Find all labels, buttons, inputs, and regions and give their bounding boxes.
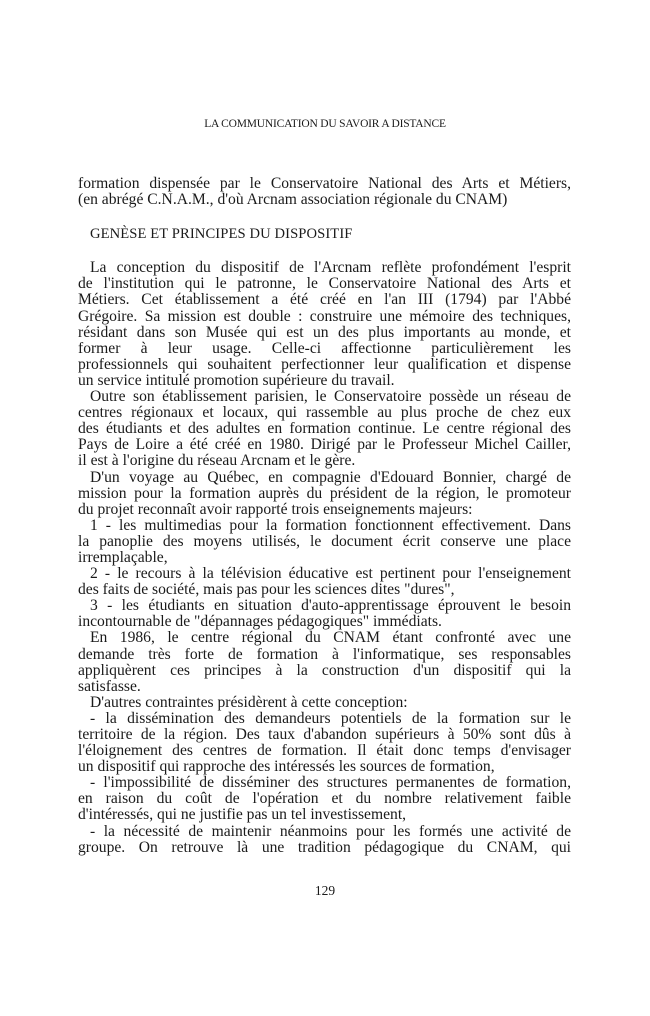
text-line: centres régionaux et locaux, qui rassemble au plus proche de chez eux bbox=[78, 405, 571, 422]
list-item-line: la panoplie des moyens utilisés, le document écrit conserve une place bbox=[78, 533, 571, 550]
list-item-line: des faits de société, mais pas pour les sciences dites "dures", bbox=[78, 582, 455, 599]
list-item-line: irremplaçable, bbox=[78, 549, 168, 566]
text-line: Grégoire. Sa mission est double : construire une mémoire des techniques, bbox=[78, 308, 571, 325]
text-line: former à leur usage. Celle-ci affectionne particulièrement les bbox=[78, 340, 571, 357]
text-line: Métiers. Cet établissement a été créé en l'an III (1794) par l'Abbé bbox=[78, 292, 571, 309]
text-line: La conception du dispositif de l'Arcnam reflète profondément l'esprit bbox=[90, 260, 571, 277]
running-title: LA COMMUNICATION DU SAVOIR A DISTANCE bbox=[204, 118, 446, 130]
text-line: il est à l'origine du réseau Arcnam et le gère. bbox=[78, 453, 356, 470]
list-item-line: - l'impossibilité de disséminer des structures permanentes de formation, bbox=[90, 775, 571, 792]
list-item-line: incontournable de "dépannages pédagogiques" immédiats. bbox=[78, 614, 442, 631]
text-line: du projet reconnaît avoir rapporté trois enseignements majeurs: bbox=[78, 501, 473, 518]
text-line: Outre son établissement parisien, le Conservatoire possède un réseau de bbox=[90, 389, 571, 406]
list-item-line: l'éloignement des centres de formation. Il était donc temps d'envisager bbox=[78, 743, 571, 760]
text-line: appliquèrent ces principes à la construction d'un dispositif qui la bbox=[78, 662, 571, 679]
page-number: 129 bbox=[314, 883, 336, 898]
text-line: demande très forte de formation à l'informatique, ses responsables bbox=[78, 646, 571, 663]
section-heading: GENÈSE ET PRINCIPES DU DISPOSITIF bbox=[90, 226, 353, 243]
list-item-line: territoire de la région. Des taux d'abandon supérieurs à 50% sont dûs à bbox=[78, 727, 571, 743]
text-line: (en abrégé C.N.A.M., d'où Arcnam association régionale du CNAM) bbox=[78, 192, 508, 209]
list-item-line: groupe. On retrouve là une tradition pédagogique du CNAM, qui bbox=[78, 839, 571, 856]
text-line: formation dispensée par le Conservatoire National des Arts et Métiers, bbox=[78, 176, 571, 192]
text-line: Pays de Loire a été créé en 1980. Dirigé par le Professeur Michel Cailler, bbox=[78, 437, 571, 454]
list-item-line: en raison du coût de l'opération et du nombre relativement faible bbox=[78, 791, 571, 808]
text-line: de l'institution qui le patronne, le Conservatoire National des Arts et bbox=[78, 276, 571, 293]
text-line: un service intitulé promotion supérieure du travail. bbox=[78, 372, 395, 389]
text-line: D'autres contraintes présidèrent à cette conception: bbox=[90, 694, 408, 711]
list-item-line: - la nécessité de maintenir néanmoins pour les formés une activité de bbox=[90, 823, 571, 840]
list-item-line: 3 - les étudiants en situation d'auto-apprentissage éprouvent le besoin bbox=[90, 598, 571, 615]
list-item-line: - la dissémination des demandeurs potentiels de la formation sur le bbox=[90, 710, 571, 727]
text-line: des étudiants et des adultes en formation continue. Le centre régional des bbox=[78, 421, 571, 438]
text-line: D'un voyage au Québec, en compagnie d'Edouard Bonnier, chargé de bbox=[90, 469, 571, 486]
text-line: professionnels qui souhaitent perfectionner leur qualification et dispense bbox=[78, 356, 571, 373]
text-line: résidant dans son Musée qui est un des plus importants au monde, et bbox=[78, 324, 571, 341]
text-line: satisfasse. bbox=[78, 678, 141, 695]
text-line: mission pour la formation auprès du président de la région, le promoteur bbox=[78, 485, 571, 502]
page-body bbox=[78, 176, 571, 856]
spacer bbox=[78, 242, 571, 260]
list-item-line: 2 - le recours à la télévision éducative est pertinent pour l'enseignement bbox=[90, 566, 571, 583]
list-item-line: 1 - les multimedias pour la formation fonctionnent effectivement. Dans bbox=[90, 517, 571, 534]
spacer bbox=[78, 208, 571, 226]
list-item-line: un dispositif qui rapproche des intéressés les sources de formation, bbox=[78, 759, 495, 776]
list-item-line: d'intéressés, qui ne justifie pas un tel investissement, bbox=[78, 807, 407, 824]
text-line: En 1986, le centre régional du CNAM étant confronté avec une bbox=[90, 630, 571, 647]
